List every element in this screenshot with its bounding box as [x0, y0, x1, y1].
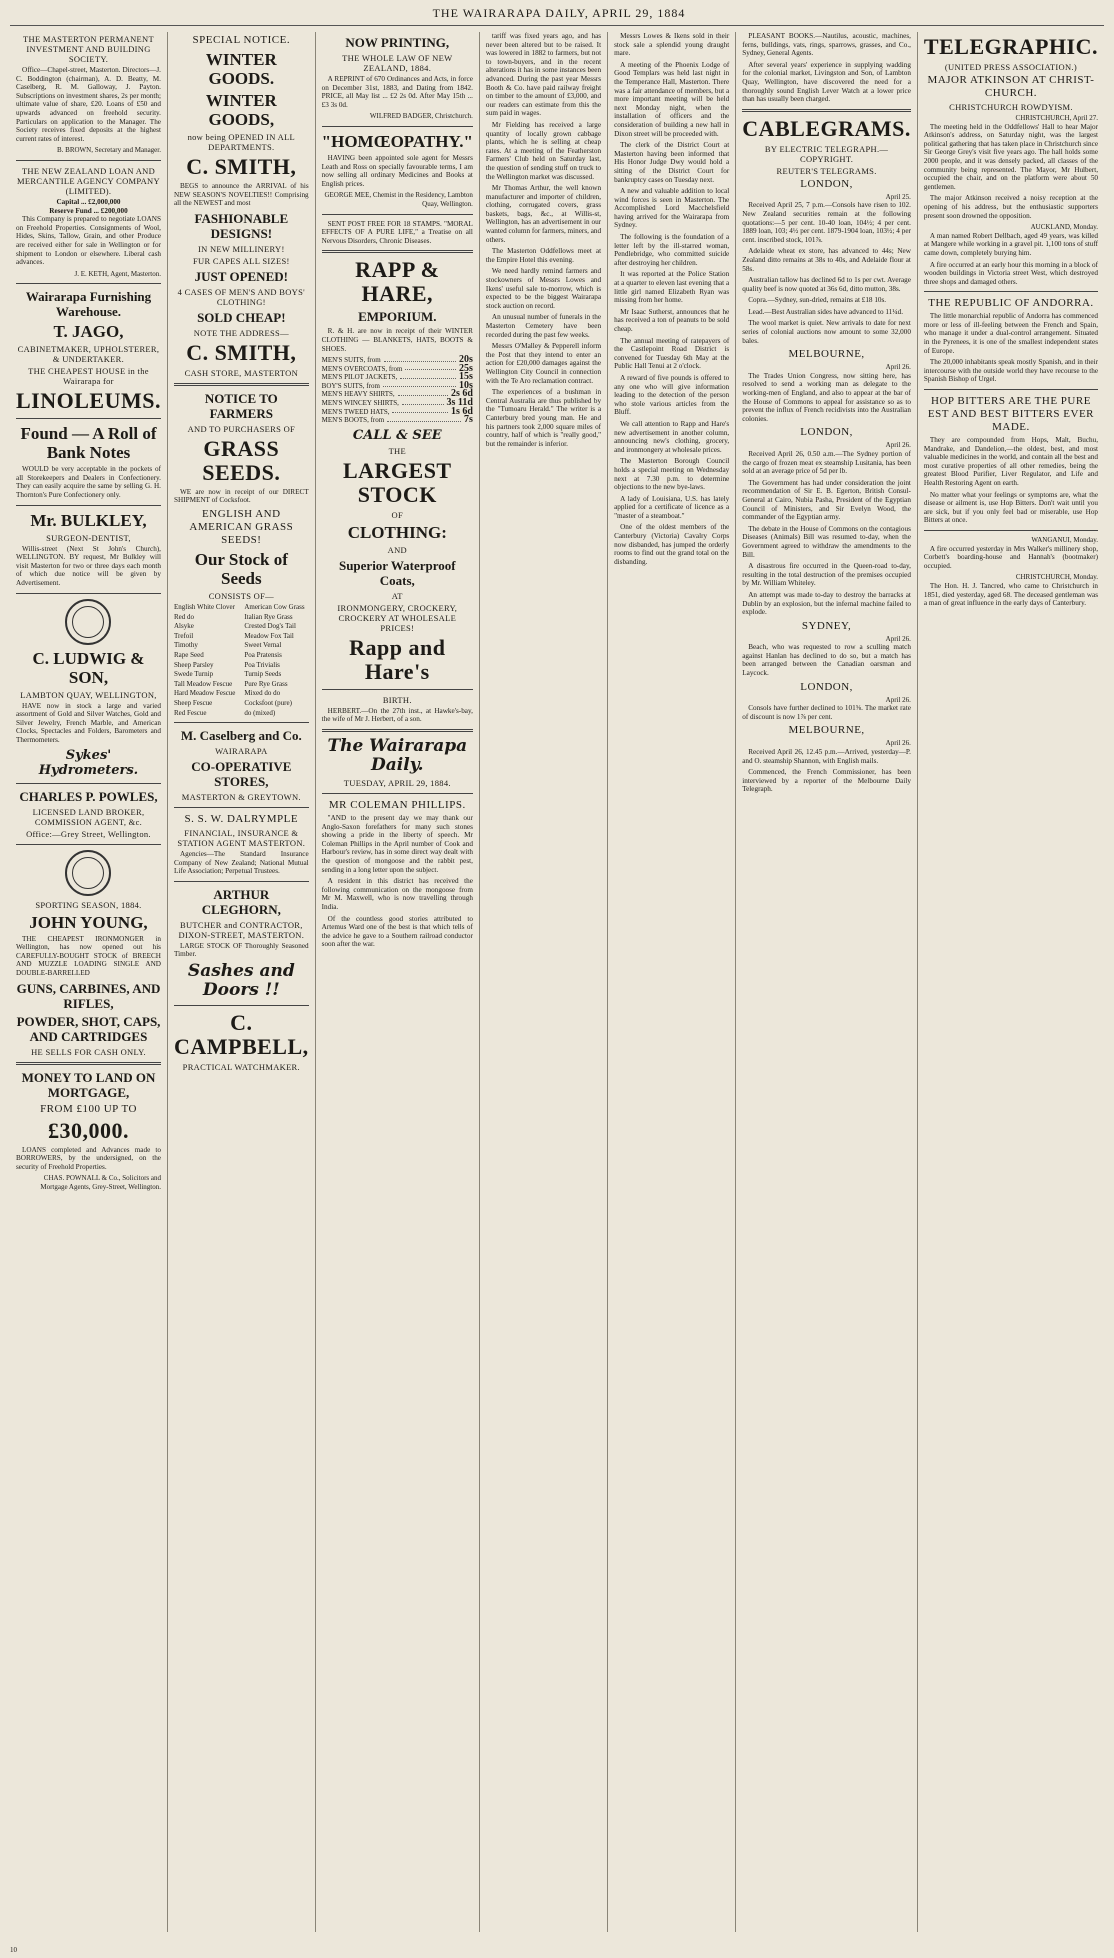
dateline-london-3: LONDON,	[800, 680, 853, 693]
seed-item: Alsyke	[173, 622, 194, 631]
telegraphic-heading: TELEGRAPHIC.	[923, 34, 1099, 59]
seed-item: Timothy	[173, 641, 198, 650]
cable-p4: Copra.—Sydney, sun-dried, remains at £18 10s.	[748, 296, 887, 305]
cable-p15: Received April 26, 12.45 p.m.—Arrived, yesterday—P. and O. steamship Shannon, with English mails.	[742, 748, 911, 765]
local-p7: Mr Isaac Sutherst, announces that he has received a ton of peanuts to be sold cheap.	[614, 307, 730, 333]
seed-item: Red do	[173, 612, 195, 621]
ad-jago-sub: CABINETMAKER, UPHOLSTERER, & UNDERTAKER.	[17, 344, 160, 365]
ad-rapp-and: AND	[387, 544, 407, 555]
price-value: 3s 11d	[446, 397, 473, 409]
telegraphic-subhead: (UNITED PRESS ASSOCIATION.)	[944, 62, 1077, 72]
cablegrams-subhead: BY ELECTRIC TELEGRAPH.—COPYRIGHT.	[764, 143, 889, 164]
local-p2: A meeting of the Phoenix Lodge of Good Templars was held last night in the Temperance Hall, Masterton. There was a fair attendance of members, but a more important meeting will be held next Monday night, when the installation of officers and the consideration of building a new hall in Dixon street will be proceeded with.	[614, 60, 730, 138]
ad-rapp-at: AT	[391, 590, 403, 601]
andorra-p1: The little monarchial republic of Andorra has commenced more or less of ill-feeling between the French and Spain, who manage it under a dual-control arrangement. Situated in the Pyrenees, it is one of the smallest independent states of Europe.	[923, 312, 1099, 355]
editorial-p1: "AND to the present day we may thank our Anglo-Saxon forefathers for many such stones showing a pride in the liberty of speech. Mr Coleman Phillips in the April number of Cook and Harbour's review, has in some direct way dealt with the question of mongoose and the rabbit pest, sending in a long letter upon the subject.	[321, 814, 473, 874]
page-number-footer: 10	[10, 1946, 17, 1954]
ad-rapp-the: THE	[388, 445, 406, 456]
ad-dalrymple-body: Agencies—The Standard Insurance Company of New Zealand; National Mutual Life Association; Perpetual Trustees.	[173, 850, 309, 876]
ad-money-body: LOANS completed and Advances made to BORROWERS, by the undersigned, on the security of Freehold Properties.	[16, 1145, 161, 1171]
seed-item: Crested Dog's Tail	[244, 622, 296, 631]
ad-young-guns: GUNS, CARBINES, AND RIFLES,	[16, 980, 161, 1011]
ad-cleghorn-sash: Sashes and Doors !!	[187, 961, 295, 1001]
ad-bulkley-body: Willis-street (Next St John's Church), WELLINGTON. BY request, Mr Bulkley will visit Masterton for two or three days each month of which due notice will be given by Advertisement.	[16, 544, 161, 588]
andorra-heading: THE REPUBLIC OF ANDORRA.	[928, 297, 1094, 310]
seed-item: Hard Meadow Fescue	[173, 689, 236, 698]
ad-smith-note: NOTE THE ADDRESS—	[193, 327, 289, 338]
seed-item: Italian Rye Grass	[244, 612, 293, 621]
telegraphic-title-1: MAJOR ATKINSON AT CHRIST-CHURCH.	[927, 74, 1095, 99]
ad-caselberg-sig: M. Caselberg and Co.	[180, 728, 302, 744]
column-3	[316, 32, 480, 1932]
ad-smith-sub: now being OPENED IN ALL DEPARTMENTS.	[187, 132, 296, 152]
ad-smith-addr-line: CASH STORE, MASTERTON	[184, 367, 299, 378]
news-p1: tariff was fixed years ago, and has never been altered but to be raised. It was lowered in 1882 to farmers, but not to town-buyers, and in the recent alterations it has in some instances been advanced. During the past year Messrs Booth & Co. have paid railway freight on timber to the amount of £3,000, and our readers can estimate from this the sum paid in wages.	[485, 32, 602, 118]
ad-caselberg-sig2: WAIRARAPA	[215, 746, 268, 757]
seed-item: Rape Seed	[173, 650, 204, 659]
column-1	[10, 32, 168, 1932]
column-4	[480, 32, 608, 1932]
cable-p5: Lead.—Best Australian sides have advanced to 11¼d.	[748, 307, 904, 316]
news-p5: We need hardly remind farmers and stockowners of Messrs Lowes and Ikens' useful sale to-morrow, which is expected to be the biggest Wairarapa stock auction on record.	[485, 267, 602, 310]
ad-rapp-title: RAPP & HARE,	[355, 257, 440, 307]
ad-rapp-call: CALL & SEE	[352, 427, 442, 443]
ad-cleghorn-sub: BUTCHER and CONTRACTOR, DIXON-STREET, MASTERTON.	[178, 919, 305, 940]
ad-smith-designs: FASHIONABLE DESIGNS!	[194, 210, 289, 241]
price-label: MEN'S SUITS, from	[321, 356, 381, 365]
ad-powles-sub: LICENSED LAND BROKER, COMMISSION AGENT, &c.	[32, 806, 145, 827]
seed-item: Poa Pratensis	[244, 650, 282, 659]
seed-item: Cocksfoot (pure)	[244, 698, 292, 707]
ad-smith-title2: WINTER GOODS,	[205, 91, 277, 129]
local-p11: The Masterton Borough Council holds a special meeting on Wednesday next at 7.30 p.m. to determine objections to the new bye-laws.	[614, 457, 730, 492]
ad-seeds-and: AND TO PURCHASERS OF	[187, 423, 296, 434]
birth-title: BIRTH.	[382, 694, 412, 705]
ad-loan-agency-reserve: Reserve Fund ... £200,000	[49, 206, 128, 215]
cable-p11: A disastrous fire occurred in the Queen-road to-day, resulting in the total destruction of the premises occupied by Mr. William Whiteley.	[742, 562, 911, 588]
ad-young-body: THE CHEAPEST IRONMONGER in Wellington, has now opened out his CAREFULLY-BOUGHT STOCK of BREECH AND MUZZLE LOADING SINGLE AND DOUBLE-BARRELLED	[16, 934, 161, 977]
ad-powles-office: Office:—Grey Street, Wellington.	[26, 828, 151, 839]
ad-rapp-sub: EMPORIUM.	[358, 309, 437, 325]
ad-money-amount: £30,000.	[47, 1117, 129, 1143]
ad-rapp-clothing: CLOTHING:	[347, 522, 447, 542]
ad-homoeopathy-sig: GEORGE MEE, Chemist in the Residency, Lambton Quay, Wellington.	[324, 191, 473, 208]
dateline-london-1: LONDON,	[800, 177, 853, 190]
dateline-sydney: SYDNEY,	[801, 619, 852, 632]
ad-seeds-stock: Our Stock of Seeds	[194, 549, 288, 588]
price-value: 1s 6d	[450, 405, 473, 417]
price-label: MEN'S OVERCOATS, from	[321, 364, 403, 373]
seed-item: Sheep Fescue	[173, 698, 213, 707]
price-row	[322, 356, 473, 365]
news-p3: Mr Thomas Arthur, the well known manufacturer and importer of children, clothing, corrugated covers, grass baskets, bags, &c., at Willis-st, Wellington, has an advertisement in our wanted column for farmers, miners, and others.	[485, 184, 602, 244]
ad-law-sig: WILFRED BADGER, Christchurch.	[369, 112, 473, 121]
ad-dalrymple-sub: FINANCIAL, INSURANCE & STATION AGENT MASTERTON.	[177, 828, 306, 849]
ad-powles-name: CHARLES P. POWLES,	[19, 788, 158, 804]
tel-p1: The meeting held in the Oddfellows' Hall to hear Major Atkinson's address, on Saturday night, was the largest political gathering that has taken place in Christchurch since Sir George Grey's visit five years ago. The hall holds some 2000 people, and it was densely packed, all classes of the community being represented. The Mayor, Mr Hulbert, occupied the chair, and on the platform were about 50 gentlemen.	[923, 122, 1099, 191]
masthead	[10, 6, 1104, 26]
ad-rapp-of: OF	[391, 509, 404, 520]
ad-money-from: FROM £100 UP TO	[40, 1102, 137, 1115]
ad-campbell-name: C. CAMPBELL,	[173, 1010, 309, 1060]
ad-jago-line: THE CHEAPEST HOUSE in the Wairarapa for	[28, 366, 149, 387]
ad-homoeopathy-title: "HOMŒOPATHY."	[321, 131, 473, 151]
ad-smith-addr: C. SMITH,	[186, 339, 297, 365]
seed-item: Pure Rye Grass	[244, 679, 288, 688]
cable-p9: The Government has had under consideration the joint recommendation of Sir E. B. Egerton, British Consul-General at Cairo, Nubia Pasha, President of the Egyptian Council of Ministers, and Sir Evelyn Wood, the commander of the Egyptian army.	[742, 478, 911, 522]
hop-bitters-heading: HOP BITTERS ARE THE PURE EST AND BEST BITTERS EVER MADE.	[927, 395, 1095, 434]
ad-ludwig-name: C. LUDWIG & SON,	[32, 648, 145, 687]
tel-p5: A fire occurred yesterday in Mrs Walker's millinery shop, Corbett's boarding-house and Hannah's (bootmaker) occupied.	[923, 544, 1099, 570]
ad-building-society-body: Office—Chapel-street, Masterton. Directors—J. C. Boddington (chairman), A. D. Beatty, M. Caselberg, R. M. Galloway, J. Payton. Subscriptions on investment shares, 2s per month; ultimate value of share, £20. Loans of £50 and upwards advanced on freehold security. Particulars on application to the Manager. The Society receives fixed deposits at the highest current rates of interest.	[16, 66, 161, 143]
cable-p6: The wool market is quiet. New arrivals to date for next series of colonial auctions now amount to some 32,000 bales.	[742, 319, 911, 345]
ad-treatise-body: SENT POST FREE FOR 18 STAMPS. "MORAL EFFECTS OF A PURE LIFE," a Treatise on all Nervous Disorders, Chronic Diseases.	[321, 219, 473, 245]
date-melbourne-1: April 26.	[885, 363, 911, 372]
price-value: 7s	[464, 414, 473, 426]
date-london-2: April 26.	[885, 441, 911, 450]
price-row	[322, 373, 473, 382]
local-p6: It was reported at the Police Station at a quarter to eleven last evening that a little girl named Elizabeth Ryan was missing from her home.	[614, 270, 730, 305]
cable-p2: Adelaide wheat ex store, has advanced to 44s; New Zealand ditto remains at 38s to 40s, and Adelaide flour at 58s.	[742, 247, 911, 273]
ad-bulkley-name: Mr. BULKLEY,	[30, 510, 147, 530]
tel-p6: The Hon. H. J. Tancred, who came to Christchurch in 1851, died yesterday, aged 68. The deceased gentleman was a man of great influence in the early days of Canterbury.	[923, 581, 1099, 608]
cable-p14: Consols have further declined to 101⅝. The market rate of discount is now 1⅞ per cent.	[742, 704, 911, 721]
seed-item: Mixed do do	[244, 689, 281, 698]
cable-p1: Received April 25, 7 p.m.—Consols have risen to 102. New Zealand securities remain at the following quotations:—5 per cent. 10-40 loan, 104½; 4 per cent. 1889 loan, 103; 4½ per cent. 1879-1904 loan, 103½; 4 per cent. inscribed stock, 101⅞.	[742, 201, 911, 244]
ad-ludwig-place: LAMBTON QUAY, WELLINGTON,	[20, 689, 157, 700]
ad-rapp-water: Superior Waterproof Coats,	[338, 557, 456, 588]
column-2	[168, 32, 316, 1932]
ad-seeds-body: WE are now in receipt of our DIRECT SHIPMENT of Cocksfoot.	[173, 487, 309, 505]
cablegrams-heading: CABLEGRAMS.	[742, 115, 911, 141]
seed-item: American Cow Grass	[244, 602, 305, 611]
ad-building-society-title: THE MASTERTON PERMANENT INVESTMENT AND BUILDING SOCIETY.	[23, 34, 154, 64]
ad-books: PLEASANT BOOKS.—Nautilus, acoustic, machines, ferns, bulldings, vats, rings, sparrows, grasses, and Co., Sydney, General Agents.	[742, 32, 911, 58]
ad-ludwig-body: HAVE now in stock a large and varied assortment of Gold and Silver Watches, Gold and Silver Jewelry, French Marble, and American Clocks, Spectacles and Folders, Barometers and Thermometers.	[16, 701, 161, 744]
ad-rapp-body: R. & H. are now in receipt of their WINTER CLOTHING — BLANKETS, HATS, BOOTS & SHOES.	[321, 327, 473, 353]
price-value: 10s	[459, 379, 473, 391]
newspaper-title-line: THE WAIRARAPA DAILY, APRIL 29, 1884	[432, 6, 686, 20]
ad-homoeopathy-body: HAVING been appointed sole agent for Messrs Leath and Ross on specially favourable terms, I am now selling all ordinary Medicines and Books at English prices.	[321, 153, 473, 188]
ad-smith-head: SPECIAL NOTICE.	[192, 34, 291, 46]
price-value: 20s	[459, 354, 473, 366]
column-7	[918, 32, 1104, 1932]
seed-item: Sweet Vernal	[244, 641, 282, 650]
column-6	[736, 32, 918, 1932]
cable-p16: Commenced, the French Commissioner, has been interviewed by a reporter of the Melbourne Daily Telegraph.	[742, 768, 911, 794]
ad-smith-cases: 4 CASES OF MEN'S AND BOYS' CLOTHING!	[177, 286, 305, 307]
andorra-p2: The 20,000 inhabitants speak mostly Spanish, and in their intercourse with the outside world they have recourse to the Spanish Bishop of Urgel.	[923, 358, 1099, 384]
news-p8: The experiences of a bushman in Central Australia are thus published by the "Tumoaru Herald." The writer is a Canterbury bred young man. He and his partners took 2,000 square miles of country, half of which is "really good," but the remainder is inferior.	[485, 388, 602, 448]
price-label: MEN'S BOOTS, from	[321, 416, 385, 425]
date-sydney: April 26.	[885, 634, 911, 643]
seed-item: Trefoil	[173, 631, 194, 640]
paper-title: The Wairarapa Daily.	[327, 736, 468, 776]
seed-item: Sheep Parsley	[173, 660, 214, 669]
ad-jago-title: Wairarapa Furnishing Warehouse.	[25, 289, 152, 320]
ad-ludwig-foot: Sykes' Hydrometers.	[38, 747, 139, 778]
tel-p3: A man named Robert Dellbach, aged 49 years, was killed at Mangere while working in a gravel pit. 1,100 tons of stuff came down, completely burying him.	[923, 231, 1099, 257]
ad-young-name: JOHN YOUNG,	[29, 912, 148, 932]
ad-dalrymple-name: S. S. W. DALRYMPLE	[184, 813, 299, 826]
seed-item: Red Fescue	[173, 708, 207, 717]
ad-seeds-big: GRASS SEEDS.	[202, 435, 281, 485]
local-p1: Messrs Lowes & Ikens sold in their stock sale a splendid young draught mare.	[614, 32, 730, 58]
date-london-1: April 25.	[885, 192, 911, 201]
ad-money-signature: CHAS. POWNALL & Co., Solicitors and Mortgage Agents, Grey-Street, Wellington.	[40, 1174, 161, 1191]
ad-smith-name: C. SMITH,	[186, 154, 297, 179]
crest-icon	[65, 599, 111, 645]
telegraphic-title-2: CHRISTCHURCH ROWDYISM.	[949, 102, 1073, 112]
ad-young-powder: POWDER, SHOT, CAPS, AND CARTRIDGES	[16, 1013, 161, 1044]
ad-smith-body: BEGS to announce the ARRIVAL of his NEW SEASON'S NOVELTIES!! Comprising all the NEWEST and most	[173, 182, 309, 208]
cable-p13: Beach, who was requested to row a sculling match against Hanlan has declined to do so, but a match has been arranged between the Canadian oarsman and Laycock.	[742, 643, 911, 678]
cable-p3: Australian tallow has declined 6d to 1s per cwt. Average quality beef is now quoted at 36s 6d, ditto mutton, 38s.	[742, 276, 911, 293]
ad-jago-linoleums: LINOLEUMS.	[16, 388, 161, 414]
date-melbourne-2: April 26.	[885, 739, 911, 748]
cable-p7: The Trades Union Congress, now sitting here, has resolved to send a working man as delegate to the working-men of England, and also to appear at the bar of the House of Commons to appeal for assistance so as to prevent the influx of French recidivists into the Australian colonies.	[742, 371, 911, 423]
ad-young-season: SPORTING SEASON, 1884.	[35, 899, 142, 910]
ad-cleghorn-body: LARGE STOCK OF Thoroughly Seasoned Timber.	[173, 941, 309, 959]
ad-building-society-signature: B. BROWN, Secretary and Manager.	[56, 146, 161, 155]
watch-notice: After several years' experience in supplying wadding for the colonial market, Livingston and Son, of Lambton Quay, Wellington, have discovered the need for a thoroughly sound English Lever Watch at a lower price than has usually been charged.	[742, 60, 911, 104]
seed-item: Swede Turnip	[173, 670, 214, 679]
price-label: MEN'S HEAVY SHIRTS,	[321, 390, 395, 399]
price-label: MEN'S WINCEY SHIRTS,	[321, 399, 399, 408]
ad-money-title: MONEY TO LAND ON MORTGAGE,	[21, 1069, 156, 1100]
dateline-wanganui: WANGANUI, Monday.	[1031, 535, 1099, 544]
news-p4: The Masterton Oddfellows meet at the Empire Hotel this evening.	[485, 247, 602, 264]
ad-cleghorn-name: ARTHUR CLEGHORN,	[201, 886, 281, 917]
cable-p10: The debate in the House of Commons on the contagious Diseases (Animals) Bill was resumed to-day, when the Government agreed to withdraw the amendments to the Bill.	[742, 524, 911, 559]
ad-seeds-consist: CONSISTS OF—	[208, 590, 274, 601]
ad-found-title: Found — A Roll of Bank Notes	[20, 424, 157, 463]
editorial-title: MR COLEMAN PHILLIPS.	[328, 799, 466, 812]
ad-rapp-iron: IRONMONGERY, CROCKERY, CROCKERY AT WHOLESALE PRICES!	[337, 602, 458, 633]
editorial-p3: Of the countless good stories attributed to Artemus Ward one of the best is that which tells of the advice he gave to a Southern railroad conductor soon after the war.	[321, 914, 473, 949]
crest-icon	[65, 850, 111, 896]
birth-body: HERBERT.—On the 27th inst., at Hawke's-bay, the wife of Mr J. Herbert, of a son.	[321, 706, 473, 724]
column-5	[608, 32, 736, 1932]
local-p9: A reward of five pounds is offered to any one who will give information leading to the detection of the person who stole various articles from the Bluff.	[614, 373, 730, 417]
ad-campbell-sub: PRACTICAL WATCHMAKER.	[182, 1062, 300, 1073]
ad-smith-title: WINTER GOODS.	[205, 50, 277, 88]
cablegrams-agency: REUTER'S TELEGRAMS.	[776, 165, 877, 176]
ad-loan-agency-title: THE NEW ZEALAND LOAN AND MERCANTILE AGENCY COMPANY (LIMITED).	[17, 165, 160, 196]
ad-caselberg-place: MASTERTON & GREYTOWN.	[181, 792, 301, 803]
ad-smith-sold: SOLD CHEAP!	[197, 309, 286, 325]
seed-list	[174, 603, 309, 717]
tel-p2: The major Atkinson received a noisy reception at the opening of his address, but the enthusiastic supporters present soon drowned the opposition.	[923, 194, 1099, 220]
rapp-price-list	[322, 356, 473, 425]
price-row	[322, 416, 473, 425]
local-p5: The following is the foundation of a letter left by the ill-starred woman, Pendlebridge, who committed suicide after destroying her children.	[614, 233, 730, 267]
ad-law-body: A REPRINT of 670 Ordinances and Acts, in force on December 31st, 1883, and Dating from 1842. PRICE, all May list ... £2 2s 0d. After May 15th ... £3 3s 0d.	[321, 75, 473, 109]
ad-seeds-sub: ENGLISH AND AMERICAN GRASS SEEDS!	[189, 507, 294, 546]
price-value: 25s	[459, 362, 473, 374]
local-p3: The clerk of the District Court at Masterton having been informed that His Honor Judge Dwy would hold a sitting of the District Court for bankruptcy cases on Tuesday next.	[614, 141, 730, 184]
tel-p4: A fire occurred at an early hour this morning in a block of wooden buildings in Victoria street West, which destroyed three shops and damaged others.	[923, 260, 1099, 286]
price-row	[321, 405, 473, 417]
date-london-3: April 26.	[885, 695, 911, 704]
dateline-melbourne-1: MELBOURNE,	[788, 348, 865, 361]
ad-smith-fur: FUR CAPES ALL SIZES!	[193, 255, 290, 266]
price-label: MEN'S TWEED HATS,	[321, 407, 390, 416]
ad-young-cash: HE SELLS FOR CASH ONLY.	[31, 1046, 146, 1057]
ad-loan-agency-body: This Company is prepared to negotiate LOANS on Freehold Properties. Consignments of Wool, Hides, Skins, Tallow, Grain, and other Produce are received either for sale in Wellington or for shipment to London or elsewhere. Liberal cash advances.	[16, 215, 161, 267]
seed-item: do (mixed)	[244, 708, 276, 717]
hop-bitters-p2: No matter what your feelings or symptoms are, what the disease or ailment is, use Hop Bitters. Don't wait until you are sick, but if you only feel bad or miserable, use Hop Bitters at once.	[923, 490, 1099, 525]
dateline-london-2: LONDON,	[800, 426, 853, 439]
local-p13: One of the oldest members of the Canterbury (Victoria) Cavalry Corps now disbanded, has jumped the orderly rooms to find out the grand total on the disbanding.	[614, 523, 730, 566]
news-p6: An unusual number of funerals in the Masterton Cemetery have been recorded during the past few weeks.	[485, 313, 602, 339]
news-p7: Messrs O'Malley & Pepperell inform the Post that they intend to enter an action for £20,000 damages against the Wellington City Council in connection with the Te Aro reclamation contract.	[485, 342, 602, 385]
cable-p8: Received April 26, 0.50 a.m.—The Sydney portion of the cargo of frozen meat ex steamship Lusitania, has been sold at an average price of 5d per lb.	[742, 450, 911, 476]
ad-rapp-largest: LARGEST STOCK	[342, 457, 452, 507]
ad-law-title: NOW PRINTING,	[345, 35, 450, 50]
ad-loan-agency-signature: J. E. KETH, Agent, Masterton.	[74, 269, 161, 278]
ad-bulkley-sub: SURGEON-DENTIST,	[46, 532, 131, 543]
ad-found-body: WOULD be very acceptable in the pockets of all Storekeepers and Dealers in Confectionery. They can easily acquire the same by selling G. H. Thornton's Pure Confectionery only.	[16, 465, 161, 500]
price-value: 15s	[459, 371, 473, 383]
ad-jago-name: T. JAGO,	[53, 322, 124, 342]
local-p10: We call attention to Rapp and Hare's new advertisement in another column, announcing new's clothing, grocery, and ironmongery at wholesale prices.	[614, 419, 730, 454]
ad-smith-just: JUST OPENED!	[194, 268, 288, 284]
dateline-christchurch-2: CHRISTCHURCH, Monday.	[1015, 573, 1099, 582]
seed-item: Tall Meadow Fescue	[173, 679, 233, 688]
seed-item: English White Clover	[173, 602, 235, 611]
paper-date: TUESDAY, APRIL 29, 1884.	[343, 778, 451, 789]
ad-smith-millinery: IN NEW MILLINERY!	[198, 243, 285, 254]
price-value: 2s 6d	[450, 388, 473, 400]
ad-loan-agency-capital: Capital ... £2,000,000	[56, 197, 121, 206]
price-label: BOY'S SUITS, from	[321, 381, 380, 390]
seed-item: Meadow Fox Tail	[244, 631, 294, 640]
news-p2: Mr Fielding has received a large quantity of locally grown cabbage plants, which he is selling at cheap rates. At a meeting of the Featherston Farmers' Club held on Saturday last, the question of sending stuff on truck to the Wellington market was discussed.	[485, 120, 602, 181]
local-p8: The annual meeting of ratepayers of the Castlepoint Road District is convened for Tuesday 6th May at the Public Hall Tenui at 2 o'clock.	[614, 336, 730, 371]
local-p4: A new and valuable addition to local wind forces is seen in Masterton. The Accomplished Lord Macchelsfield having arrived for the Wairarapa from Sydney.	[614, 187, 730, 230]
ad-seeds-title: NOTICE TO FARMERS	[204, 390, 278, 421]
price-row	[321, 362, 473, 374]
cable-p12: An attempt was made to-day to destroy the barracks at Dublin by an explosion, but the infernal machine failed to explode.	[742, 590, 911, 617]
dateline-christchurch-1: CHRISTCHURCH, April 27.	[1015, 114, 1099, 122]
seed-item: Turnip Seeds	[244, 670, 282, 679]
price-label: MEN'S PILOT JACKETS,	[321, 373, 398, 382]
editorial-p2: A resident in this district has received the following communication on the mongoose from Mr M. Maxwell, who is now travelling through India.	[321, 877, 473, 911]
dateline-melbourne-2: MELBOURNE,	[788, 724, 865, 737]
dateline-auckland: AUCKLAND, Monday.	[1030, 223, 1099, 232]
local-p12: A lady of Louisiana, U.S. has lately applied for a certificate of licence as a "master of a steamboat."	[614, 494, 730, 520]
ad-caselberg-coop: CO-OPERATIVE STORES,	[191, 759, 292, 790]
seed-item: Poa Trivialis	[244, 660, 280, 669]
hop-bitters-p1: They are compounded from Hops, Malt, Buchu, Mandrake, and Dandelion,—the oldest, best, and most valuable medicines in the world, and contain all the best and most curative properties of all other remedies, being the greatest Blood Purifier, Liver Regulator, and Life and Health Restoring Agent on earth.	[923, 436, 1099, 487]
ad-law-sub: THE WHOLE LAW OF NEW ZEALAND, 1884.	[342, 53, 453, 73]
ad-rapp-foot: Rapp and Hare's	[349, 634, 446, 684]
